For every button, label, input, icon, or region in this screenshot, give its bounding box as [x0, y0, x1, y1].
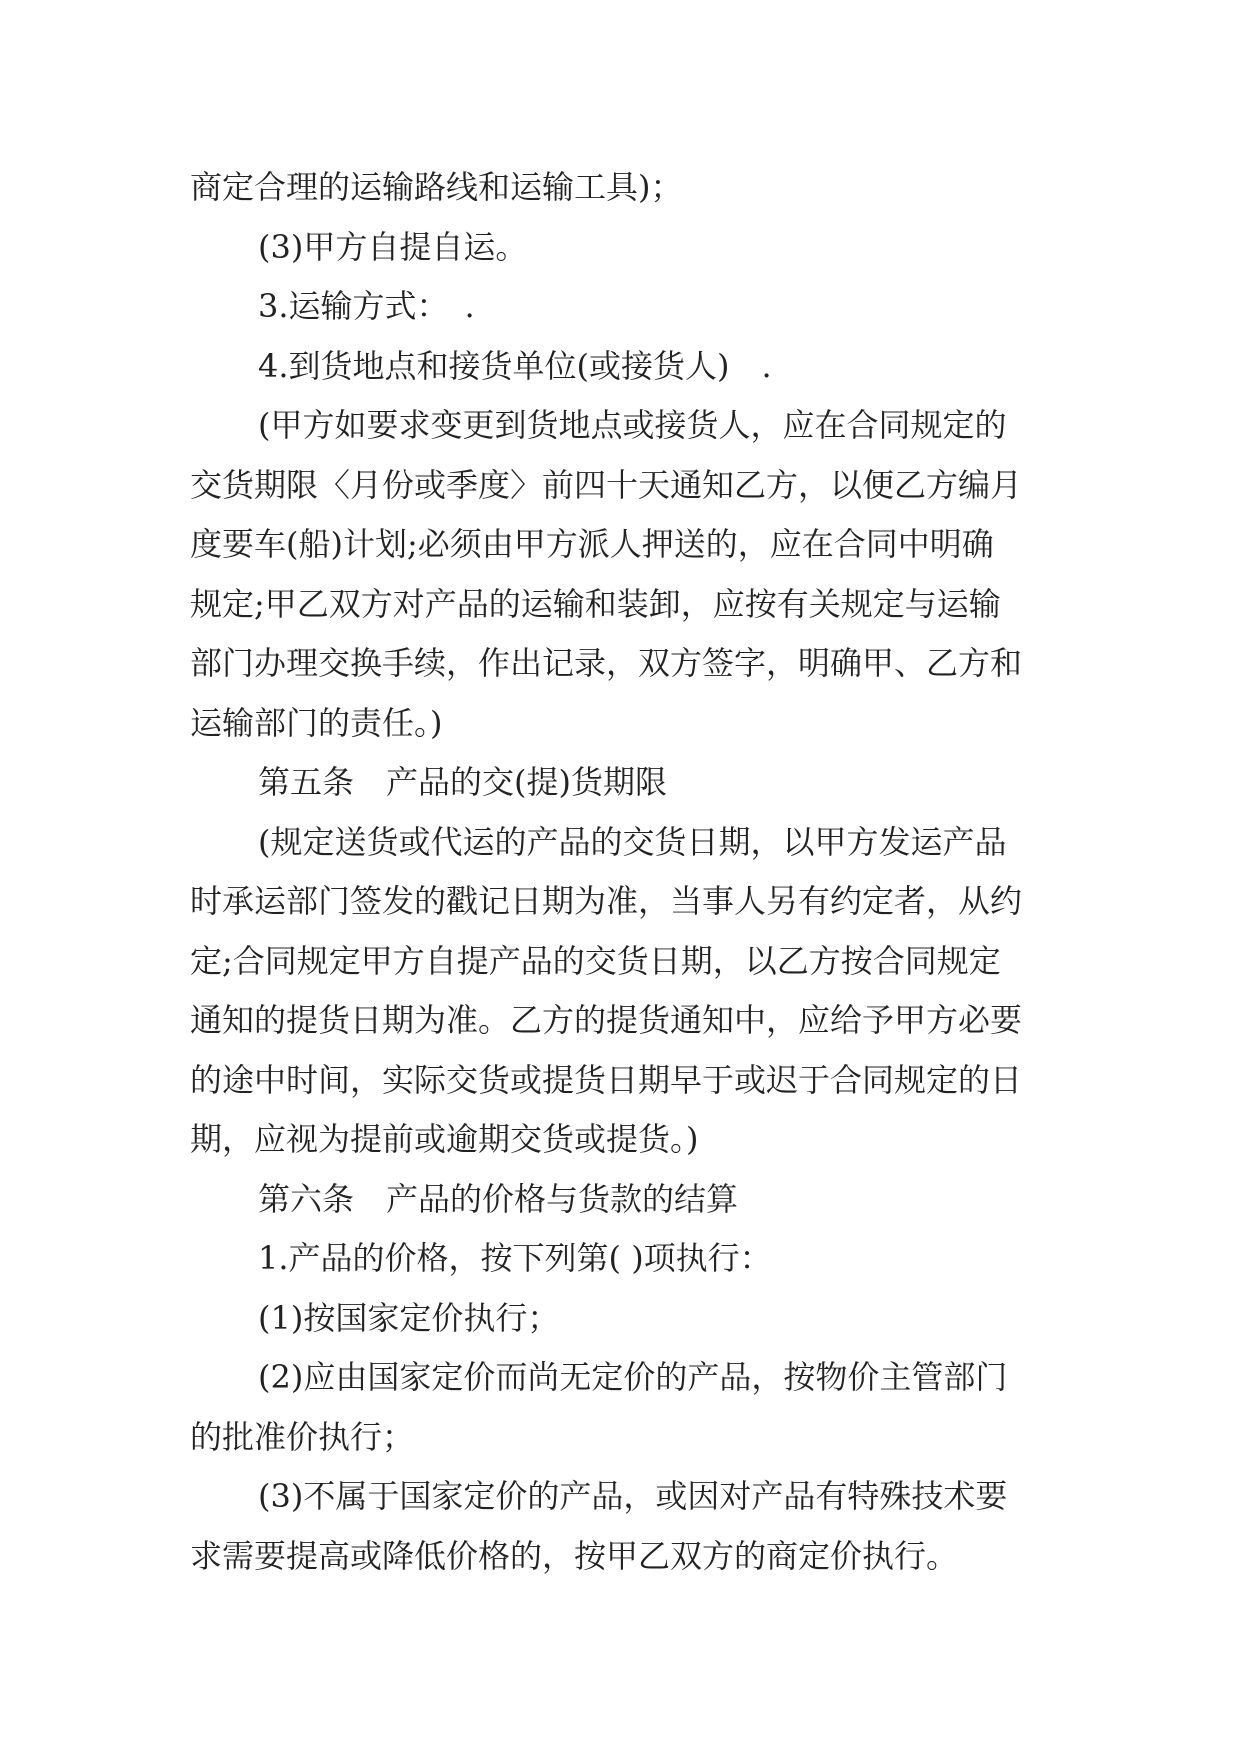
text-line: 1.产品的价格，按下列第( )项执行：: [258, 1239, 772, 1277]
text-line: 通知的提货日期为准。乙方的提货通知中，应给予甲方必要: [190, 1001, 1023, 1039]
text-line: (1)按国家定价执行；: [258, 1298, 560, 1337]
section-heading-article-5: 第五条 产品的交(提)货期限: [258, 763, 667, 801]
text-line: 运输部门的责任。): [190, 703, 443, 742]
section-heading-article-6: 第六条 产品的价格与货款的结算: [258, 1179, 739, 1218]
text-line: (3)不属于国家定价的产品，或因对产品有特殊技术要: [258, 1477, 1008, 1515]
contract-text-body: [190, 158, 1060, 1586]
text-line: (规定送货或代运的产品的交货日期，以甲方发运产品: [258, 822, 1007, 861]
text-line: (甲方如要求变更到货地点或接货人，应在合同规定的: [258, 406, 1007, 444]
text-line: 4.到货地点和接货单位(或接货人) .: [258, 346, 772, 385]
text-line: 的途中时间，实际交货或提货日期早于或迟于合同规定的日: [190, 1060, 1023, 1099]
text-line: 期，应视为提前或逾期交货或提货。): [190, 1120, 699, 1158]
text-line: 规定;甲乙双方对产品的运输和装卸，应按有关规定与运输: [190, 584, 1001, 623]
text-line: (3)甲方自提自运。: [258, 227, 528, 266]
text-line: 3.运输方式： .: [258, 287, 475, 325]
text-line: 求需要提高或降低价格的，按甲乙双方的商定价执行。: [190, 1536, 959, 1575]
text-line: 部门办理交换手续，作出记录，双方签字，明确甲、乙方和: [190, 644, 1023, 682]
text-line: 的批准价执行；: [190, 1417, 415, 1456]
text-line: (2)应由国家定价而尚无定价的产品，按物价主管部门: [258, 1358, 1008, 1396]
text-line: 商定合理的运输路线和运输工具)；: [190, 168, 683, 206]
text-line: 度要车(船)计划;必须由甲方派人押送的，应在合同中明确: [190, 525, 994, 563]
text-line: 定;合同规定甲方自提产品的交货日期，以乙方按合同规定: [190, 941, 1001, 980]
text-line: 交货期限〈月份或季度〉前四十天通知乙方，以便乙方编月: [190, 465, 1023, 504]
text-line: 时承运部门签发的戳记日期为准，当事人另有约定者，从约: [190, 882, 1023, 920]
